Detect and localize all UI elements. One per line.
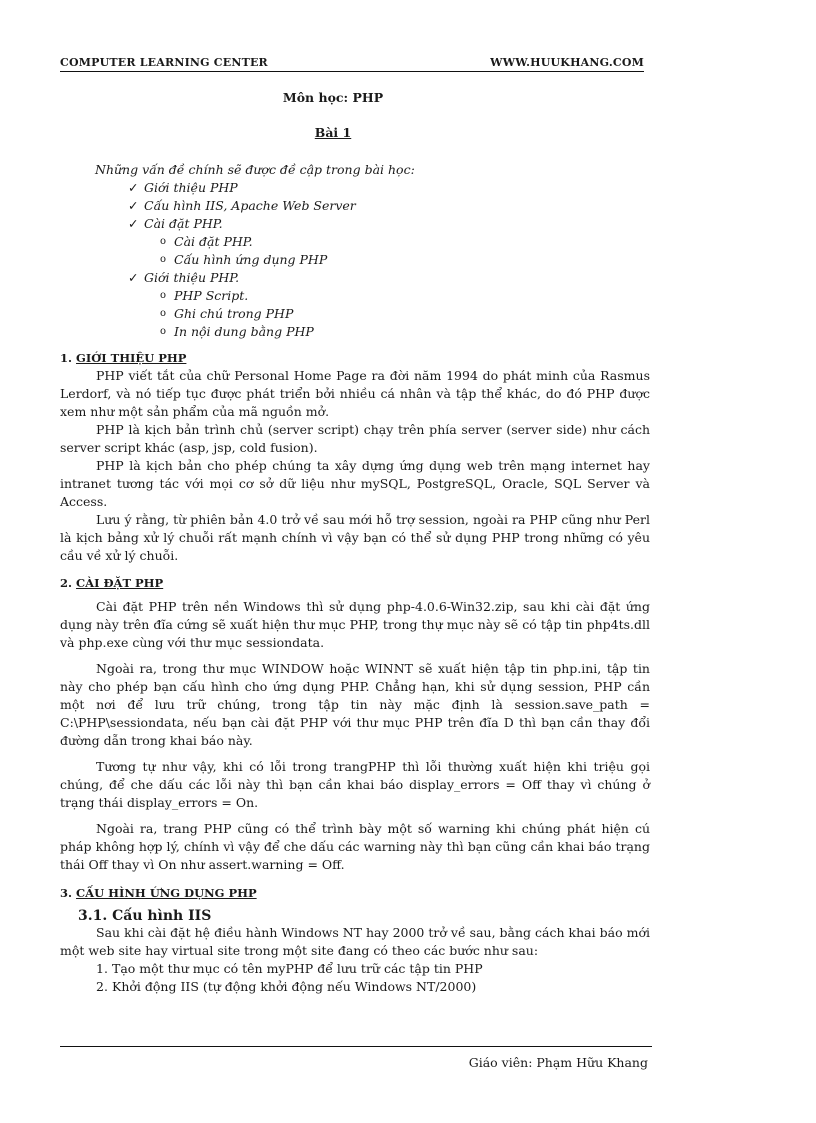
lesson-title (0, 125, 666, 140)
paragraph: PHP viết tắt của chữ Personal Home Page ra đời năm 1994 do phát minh của Rasmus Lerdorf, và nó tiếp tục được phát triển bởi nhiều cá nhân và tập thể khác, do đó PHP được xem như một sản phẩm của mã nguồn mở. (60, 368, 650, 419)
checkmark-icon: ✓ (128, 180, 139, 195)
paragraph: Ngoài ra, trang PHP cũng có thể trình bày một số warning khi chúng phát hiện cú pháp không hợp lý, chính vì vậy để che dấu các warning này thì bạn cũng cần khai báo trạng thái Off thay vì On như assert.warning = Off. (60, 821, 650, 872)
main-content (60, 349, 650, 996)
subsection-heading: 3.1. Cấu hình IIS (78, 908, 212, 924)
paragraph: PHP là kịch bản cho phép chúng ta xây dựng ứng dụng web trên mạng internet hay intranet tương tác với mọi cơ sở dữ liệu như mySQL, PostgreSQL, Oracle, SQL Server và Access. (60, 458, 650, 509)
circle-bullet-icon: o (160, 254, 167, 265)
subtopic-item: o Ghi chú trong PHP (160, 306, 294, 321)
topic-item: ✓ Cấu hình IIS, Apache Web Server (128, 198, 356, 213)
checkmark-icon: ✓ (128, 216, 139, 231)
circle-bullet-icon: o (160, 236, 167, 247)
circle-bullet-icon: o (160, 326, 167, 337)
page-footer (60, 1046, 652, 1070)
subtopic-item: o In nội dung bằng PHP (160, 324, 314, 339)
paragraph: Cài đặt PHP trên nền Windows thì sử dụng php-4.0.6-Win32.zip, sau khi cài đặt ứng dụng này trên đĩa cứng sẽ xuất hiện thư mục PHP, trong thự mục này sẽ có tập tin php4ts.dll và php.exe cùng với thư mục sessiondata. (60, 599, 650, 650)
paragraph: Ngoài ra, trong thư mục WINDOW hoặc WINNT sẽ xuất hiện tập tin php.ini, tập tin này cho phép bạn cấu hình cho ứng dụng PHP. Chẳng hạn, khi sử dụng session, PHP cần một nơi để lưu trữ chúng, trong tập tin này mặc định là session.save_path = C:\PHP\sessiondata, nếu bạn cài đặt PHP với thư mục PHP trên đĩa D thì bạn cần thay đổi đường dẫn trong khai báo này. (60, 661, 650, 748)
step-item: 2. Khởi động IIS (tự động khởi động nếu Windows NT/2000) (96, 979, 477, 994)
course-title: Môn học: PHP (282, 90, 384, 105)
topics-intro: Những vấn đề chính sẽ được đề cập trong bài học: (95, 162, 415, 177)
checkmark-icon: ✓ (128, 270, 139, 285)
paragraph: Lưu ý rằng, từ phiên bản 4.0 trở về sau mới hỗ trợ session, ngoài ra PHP cũng như Perl là kịch bảng xử lý chuỗi rất mạnh chính vì vậy bạn có thể sử dụng PHP trong những có yêu cầu về xử lý chuỗi. (60, 512, 650, 563)
topic-item: ✓ Cài đặt PHP. o Cài đặt PHP. o Cấu hình ứng dụng PHP (128, 215, 356, 269)
section-heading-2: 2. CÀI ĐẶT PHP (60, 576, 164, 590)
paragraph: Sau khi cài đặt hệ điều hành Windows NT hay 2000 trở về sau, bằng cách khai báo mới một web site hay virtual site trong một site đang có theo các bước như sau: (60, 925, 650, 958)
lesson-title-text: Bài 1 (314, 125, 352, 140)
subtopic-item: o PHP Script. (160, 288, 249, 303)
header-website: WWW.HUUKHANG.COM (490, 56, 644, 69)
circle-bullet-icon: o (160, 290, 167, 301)
paragraph: Tương tự như vậy, khi có lỗi trong trangPHP thì lỗi thường xuất hiện khi triệu gọi chúng, để che dấu các lỗi này thì bạn cần khai báo display_errors = Off thay vì chúng ở trạng thái display_errors = On. (60, 759, 650, 810)
header-center-name: COMPUTER LEARNING CENTER (60, 56, 268, 69)
section-heading-1: 1. GIỚI THIỆU PHP (60, 351, 187, 365)
paragraph: PHP là kịch bản trình chủ (server script) chạy trên phía server (server side) như cách server script khác (asp, jsp, cold fusion). (60, 422, 650, 455)
subtopics-list (144, 287, 356, 341)
circle-bullet-icon: o (160, 308, 167, 319)
topics-list (128, 179, 356, 341)
subtopic-item: o Cấu hình ứng dụng PHP (160, 252, 328, 267)
topic-item: ✓ Giới thiệu PHP. o PHP Script. o Ghi chú trong PHP o In nội dung bằng PHP (128, 269, 356, 341)
steps-list (60, 960, 650, 996)
footer-teacher: Giáo viên: Phạm Hữu Khang (468, 1055, 648, 1070)
page-header (60, 55, 644, 72)
topic-item: ✓ Giới thiệu PHP (128, 180, 238, 195)
subtopic-item: o Cài đặt PHP. (160, 234, 253, 249)
checkmark-icon: ✓ (128, 198, 139, 213)
step-item: 1. Tạo một thư mục có tên myPHP để lưu trữ các tập tin PHP (96, 961, 483, 976)
subtopics-list (144, 233, 356, 269)
section-heading-3: 3. CẤU HÌNH ỨNG DỤNG PHP (60, 886, 257, 900)
